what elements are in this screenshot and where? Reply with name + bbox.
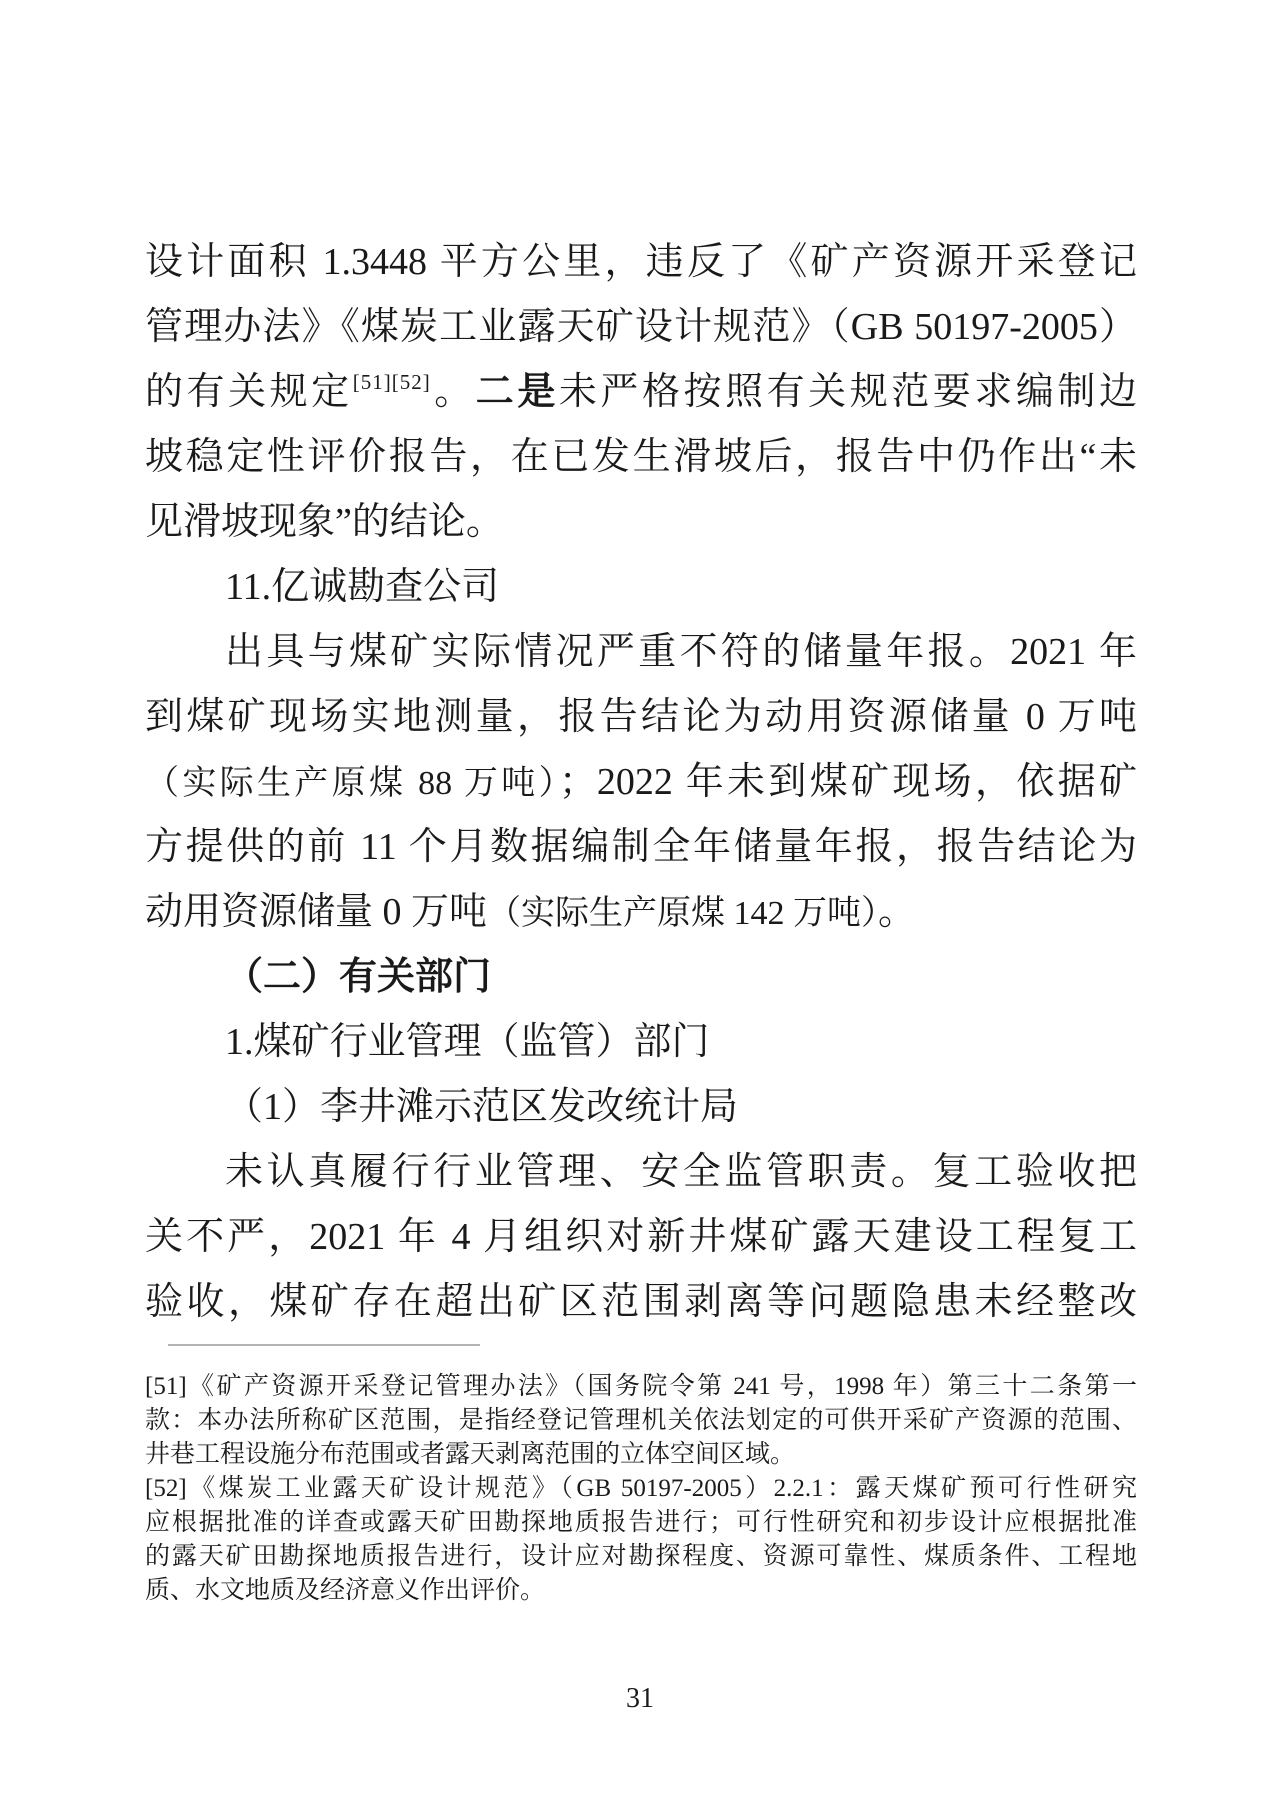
text-segment: 动用资源储量 0 万吨	[145, 891, 488, 933]
body-line	[145, 360, 1137, 425]
text-segment: 。	[430, 371, 476, 413]
footnote-line	[145, 1506, 1137, 1540]
body-line	[145, 490, 1137, 555]
body-line	[145, 555, 1137, 620]
text-segment: 设计面积 1.3448 平方公里，违反了《矿产资源开采登记	[145, 241, 1137, 283]
text-segment: 验收，煤矿存在超出矿区范围剥离等问题隐患未经整改	[145, 1281, 1137, 1323]
body-line	[145, 295, 1137, 360]
document-body	[145, 230, 1137, 1335]
text-segment: 到煤矿现场实地测量，报告结论为动用资源储量 0 万吨	[145, 696, 1137, 738]
body-line	[145, 1270, 1137, 1335]
text-segment: 的露天矿田勘探地质报告进行，设计应对勘探程度、资源可靠性、煤质条件、工程地	[145, 1543, 1137, 1570]
text-segment: （实际生产原煤 88 万吨）	[145, 765, 559, 802]
text-segment: 款：本办法所称矿区范围，是指经登记管理机关依法划定的可供开采矿产资源的范围、	[145, 1407, 1137, 1434]
text-segment: 质、水文地质及经济意义作出评价。	[145, 1577, 546, 1604]
text-segment: 关不严，2021 年 4 月组织对新井煤矿露天建设工程复工	[145, 1216, 1137, 1258]
text-segment: 井巷工程设施分布范围或者露天剥离范围的立体空间区域。	[145, 1441, 796, 1468]
body-line	[145, 815, 1137, 880]
text-segment: 方提供的前 11 个月数据编制全年储量年报，报告结论为	[145, 826, 1137, 868]
footnote-line	[145, 1472, 1137, 1506]
text-segment: 二是	[475, 371, 559, 413]
body-line	[145, 1205, 1137, 1270]
text-segment: [51]《矿产资源开采登记管理办法》（国务院令第 241 号，1998 年）第三十二条第一	[145, 1373, 1137, 1400]
body-line	[145, 1140, 1137, 1205]
text-segment: ；2022 年未到煤矿现场，依据矿	[558, 761, 1137, 803]
text-segment: 坡稳定性评价报告，在已发生滑坡后，报告中仍作出“未	[145, 436, 1137, 478]
text-segment: （二）有关部门	[225, 956, 492, 998]
footnote-line	[145, 1438, 1137, 1472]
page-number: 31	[626, 1683, 654, 1714]
text-segment: 管理办法》《煤炭工业露天矿设计规范》（GB 50197-2005）	[145, 306, 1137, 348]
footnote-line	[145, 1574, 1137, 1608]
text-segment: 11.亿诚勘查公司	[225, 566, 500, 608]
text-segment: 1.煤矿行业管理（监管）部门	[225, 1021, 710, 1063]
body-line	[145, 1010, 1137, 1075]
text-segment: 出具与煤矿实际情况严重不符的储量年报。2021 年	[225, 631, 1137, 673]
text-segment: [52]《煤炭工业露天矿设计规范》（GB 50197-2005）2.2.1：露天煤矿预可行性研究	[145, 1475, 1137, 1502]
text-segment: 未认真履行行业管理、安全监管职责。复工验收把	[225, 1151, 1137, 1193]
body-line	[145, 425, 1137, 490]
text-segment: 见滑坡现象”的结论。	[145, 501, 504, 543]
footnote-separator	[168, 1344, 480, 1346]
body-line	[145, 230, 1137, 295]
text-segment: 。	[878, 891, 917, 933]
footnote-reference: [51][52]	[352, 370, 431, 394]
body-line	[145, 750, 1137, 815]
text-segment: （1）李井滩示范区发改统计局	[225, 1086, 739, 1128]
body-line	[145, 620, 1137, 685]
body-line	[145, 685, 1137, 750]
text-segment: （实际生产原煤 142 万吨）	[487, 895, 879, 932]
text-segment: 未严格按照有关规范要求编制边	[558, 371, 1137, 413]
body-line	[145, 1075, 1137, 1140]
footnote-line	[145, 1404, 1137, 1438]
footnote-line	[145, 1540, 1137, 1574]
body-line	[145, 880, 1137, 945]
body-line	[145, 945, 1137, 1010]
text-segment: 应根据批准的详查或露天矿田勘探地质报告进行；可行性研究和初步设计应根据批准	[145, 1509, 1137, 1536]
footnotes	[145, 1370, 1137, 1608]
text-segment: 的有关规定	[145, 371, 353, 413]
footnote-line	[145, 1370, 1137, 1404]
